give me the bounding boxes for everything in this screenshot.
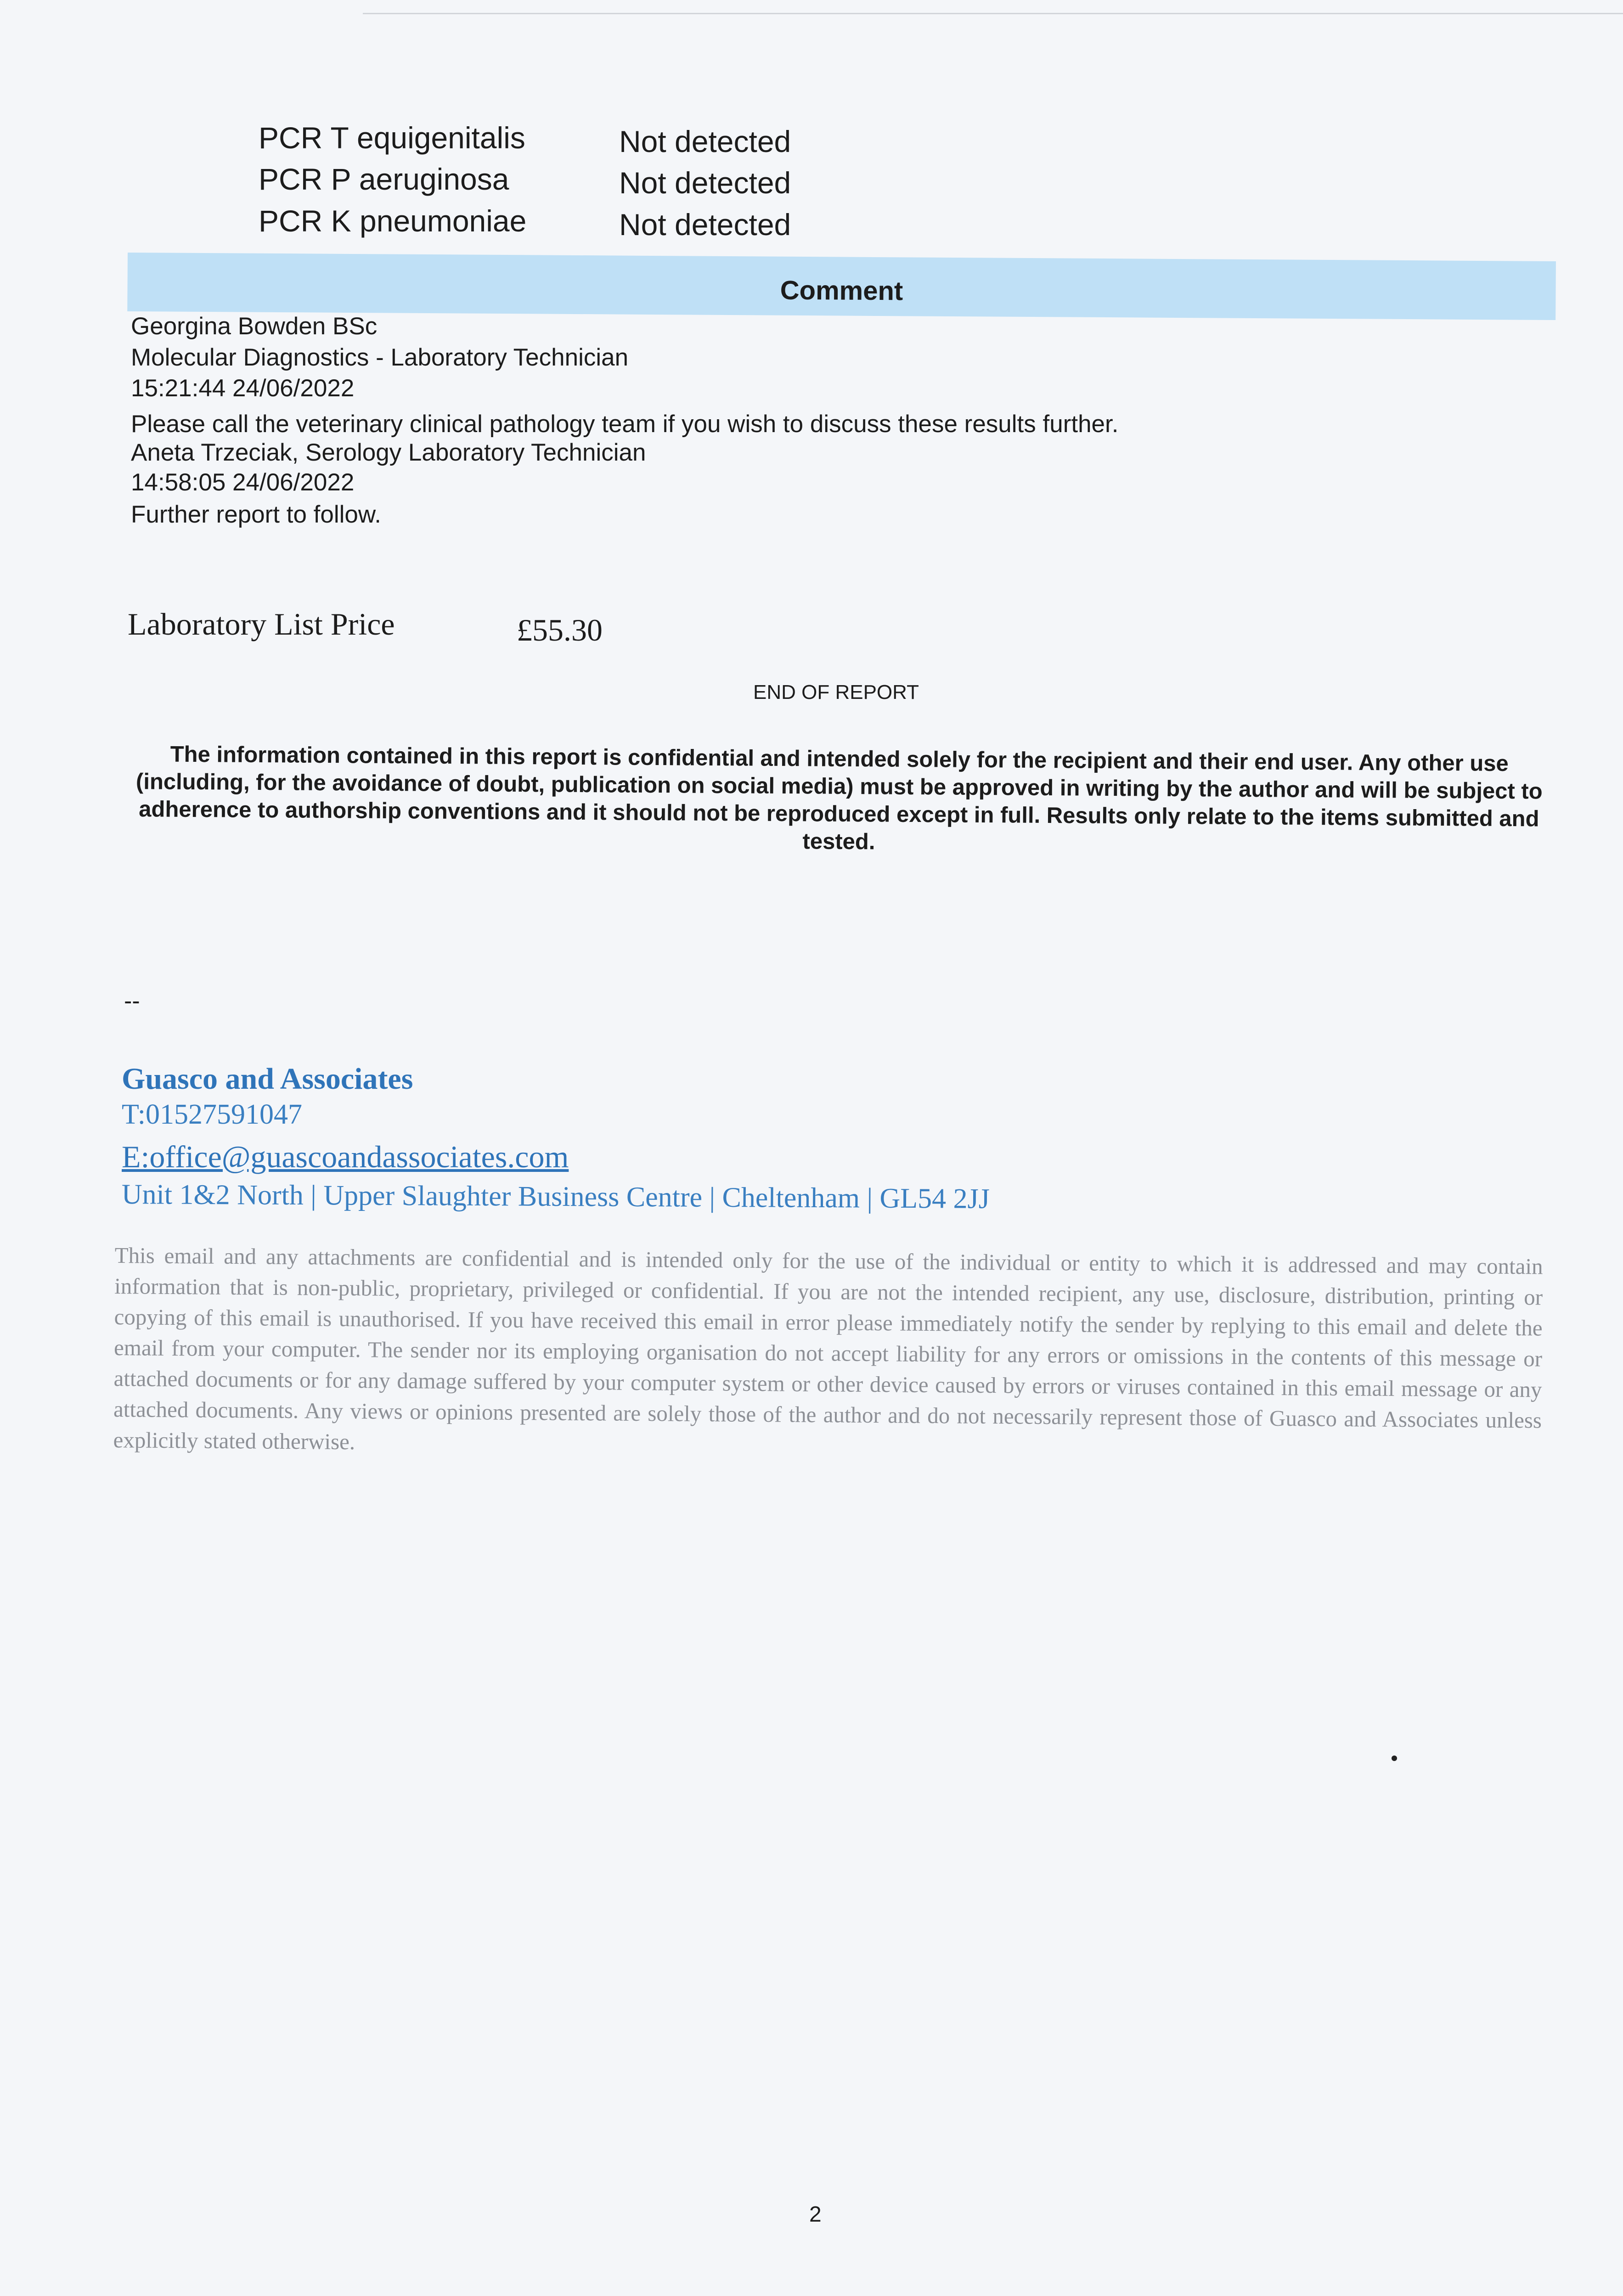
signature-phone: T:01527591047 bbox=[122, 1099, 303, 1130]
comment-line: 15:21:44 24/06/2022 bbox=[131, 375, 355, 402]
pcr-test-result: Not detected bbox=[619, 208, 791, 242]
comment-line: Georgina Bowden BSc bbox=[131, 313, 378, 340]
pcr-test-name: PCR K pneumoniae bbox=[259, 204, 527, 238]
signature-company: Guasco and Associates bbox=[122, 1062, 413, 1096]
comment-line: Please call the veterinary clinical pathology team if you wish to discuss these results further. bbox=[131, 411, 1119, 438]
pcr-test-result: Not detected bbox=[619, 124, 791, 158]
signature-email-link[interactable]: E:office@guascoandassociates.com bbox=[122, 1139, 569, 1174]
end-of-report-label: END OF REPORT bbox=[753, 681, 919, 703]
email-legal-notice: This email and any attachments are confidential and is intended only for the use of the individual or entity to which it is addressed and may contain information that is non-public, proprietary, privileged or confidential. If you are not the intended recipient, any use, disclosure, distribution, printing or copying of this email is unauthorised. If you have received this email in error please immediately notify the sender by replying to this email and delete the email from your computer. The sender nor its employing organisation do not accept liability for any errors or omissions in the contents of this message or attached documents or for any damage suffered by your computer system or other device caused by errors or viruses contained in this email message or any attached documents. Any views or opinions presented are solely those of the author and do not necessarily represent those of Guasco and Associates unless explicitly stated otherwise. bbox=[113, 1242, 1543, 1455]
signature-address: Unit 1&2 North | Upper Slaughter Business Centre | Cheltenham | GL54 2JJ bbox=[121, 1179, 990, 1215]
comment-header-bar bbox=[127, 253, 1556, 320]
comment-line: Molecular Diagnostics - Laboratory Technician bbox=[131, 344, 629, 371]
pcr-test-name: PCR P aeruginosa bbox=[259, 162, 509, 196]
comment-line: Aneta Trzeciak, Serology Laboratory Technician bbox=[131, 439, 646, 466]
scan-speck bbox=[1392, 1756, 1397, 1761]
pcr-test-name: PCR T equigenitalis bbox=[259, 121, 525, 155]
comment-line: Further report to follow. bbox=[131, 501, 381, 528]
pcr-test-result: Not detected bbox=[619, 166, 791, 200]
comment-heading: Comment bbox=[780, 275, 903, 306]
confidentiality-disclaimer: The information contained in this report is confidential and intended solely for the recipient and their end user. Any other use (including, for the avoidance of doubt, publication on social media) must be approved in writing by the author and will be subject to adherence to authorship conventions and it should not be reproduced except in full. Results only relate to the items submitted and tested. bbox=[135, 742, 1543, 855]
scan-top-edge-line bbox=[363, 13, 1623, 14]
signature-separator: -- bbox=[124, 988, 140, 1014]
page-number: 2 bbox=[809, 2202, 822, 2227]
price-label: Laboratory List Price bbox=[128, 607, 395, 642]
comment-line: 14:58:05 24/06/2022 bbox=[131, 469, 355, 496]
price-value: £55.30 bbox=[517, 613, 603, 647]
